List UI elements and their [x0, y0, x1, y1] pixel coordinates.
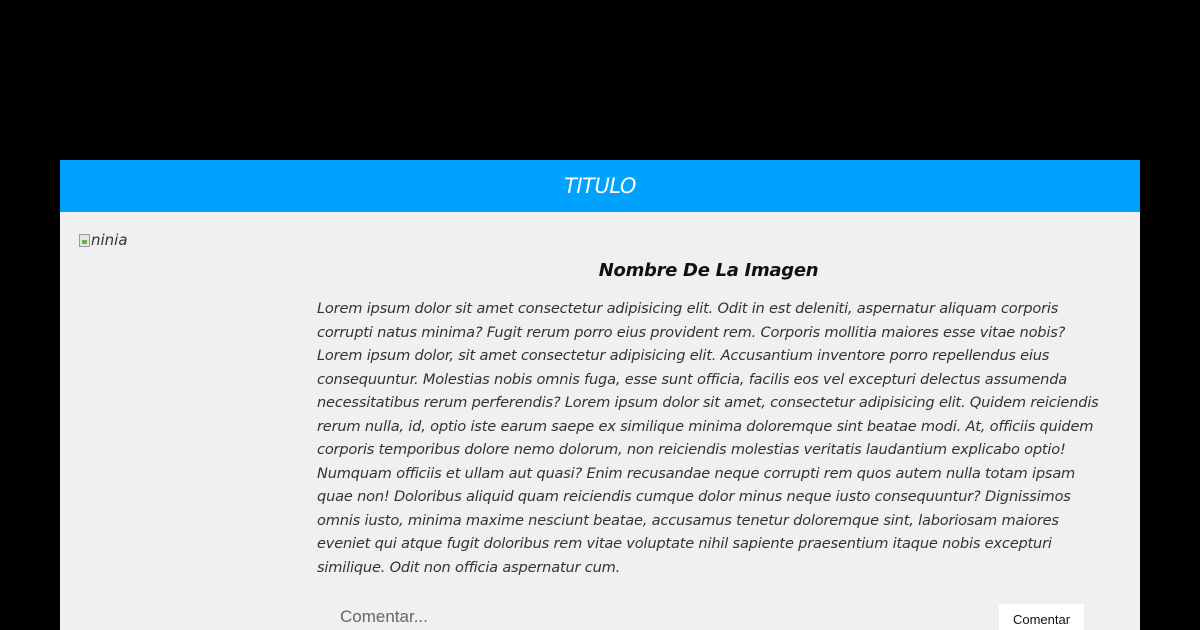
page-title: TITULO	[564, 174, 636, 198]
comment-button[interactable]: Comentar	[999, 604, 1084, 630]
post-content	[317, 260, 1100, 579]
comment-input[interactable]	[317, 604, 1000, 630]
header-bar	[60, 160, 1140, 212]
comment-form	[317, 604, 1087, 630]
post-image	[79, 231, 128, 249]
image-alt-text: ninia	[91, 231, 128, 249]
broken-image-icon	[79, 234, 90, 247]
image-name-heading: Nombre De La Imagen	[598, 260, 819, 281]
post-card	[60, 160, 1140, 630]
description-text: Lorem ipsum dolor sit amet consectetur adipisicing elit. Odit in est deleniti, aspernatur aliquam corporis corrupti natus minima? Fugit rerum porro eius provident rem. Corporis mollitia maiores esse vitae nobis? Lorem ipsum dolor, sit amet consectetur adipisicing elit. Accusantium inventore porro repellendus eius consequuntur. Molestias nobis omnis fuga, esse sunt officia, facilis eos vel excepturi delectus assumenda necessitatibus rerum perferendis? Lorem ipsum dolor sit amet, consectetur adipisicing elit. Quidem reiciendis rerum nulla, id, optio iste earum saepe ex similique minima doloremque sint beatae modi. At, officiis quidem corporis temporibus dolore nemo dolorum, non reiciendis molestias veritatis laudantium explicabo optio! Numquam officiis et ullam aut quasi? Enim recusandae neque corrupti rem quos autem nulla totam ipsam quae non! Doloribus aliquid quam reiciendis cumque dolor minus neque iusto consequuntur? Dignissimos omnis iusto, minima maxime nesciunt beatae, accusamus tenetur doloremque sint, laboriosam maiores eveniet qui atque fugit doloribus rem vitae voluptate nihil sapiente praesentium itaque nobis excepturi similique. Odit non officia aspernatur cum.	[317, 300, 1099, 576]
